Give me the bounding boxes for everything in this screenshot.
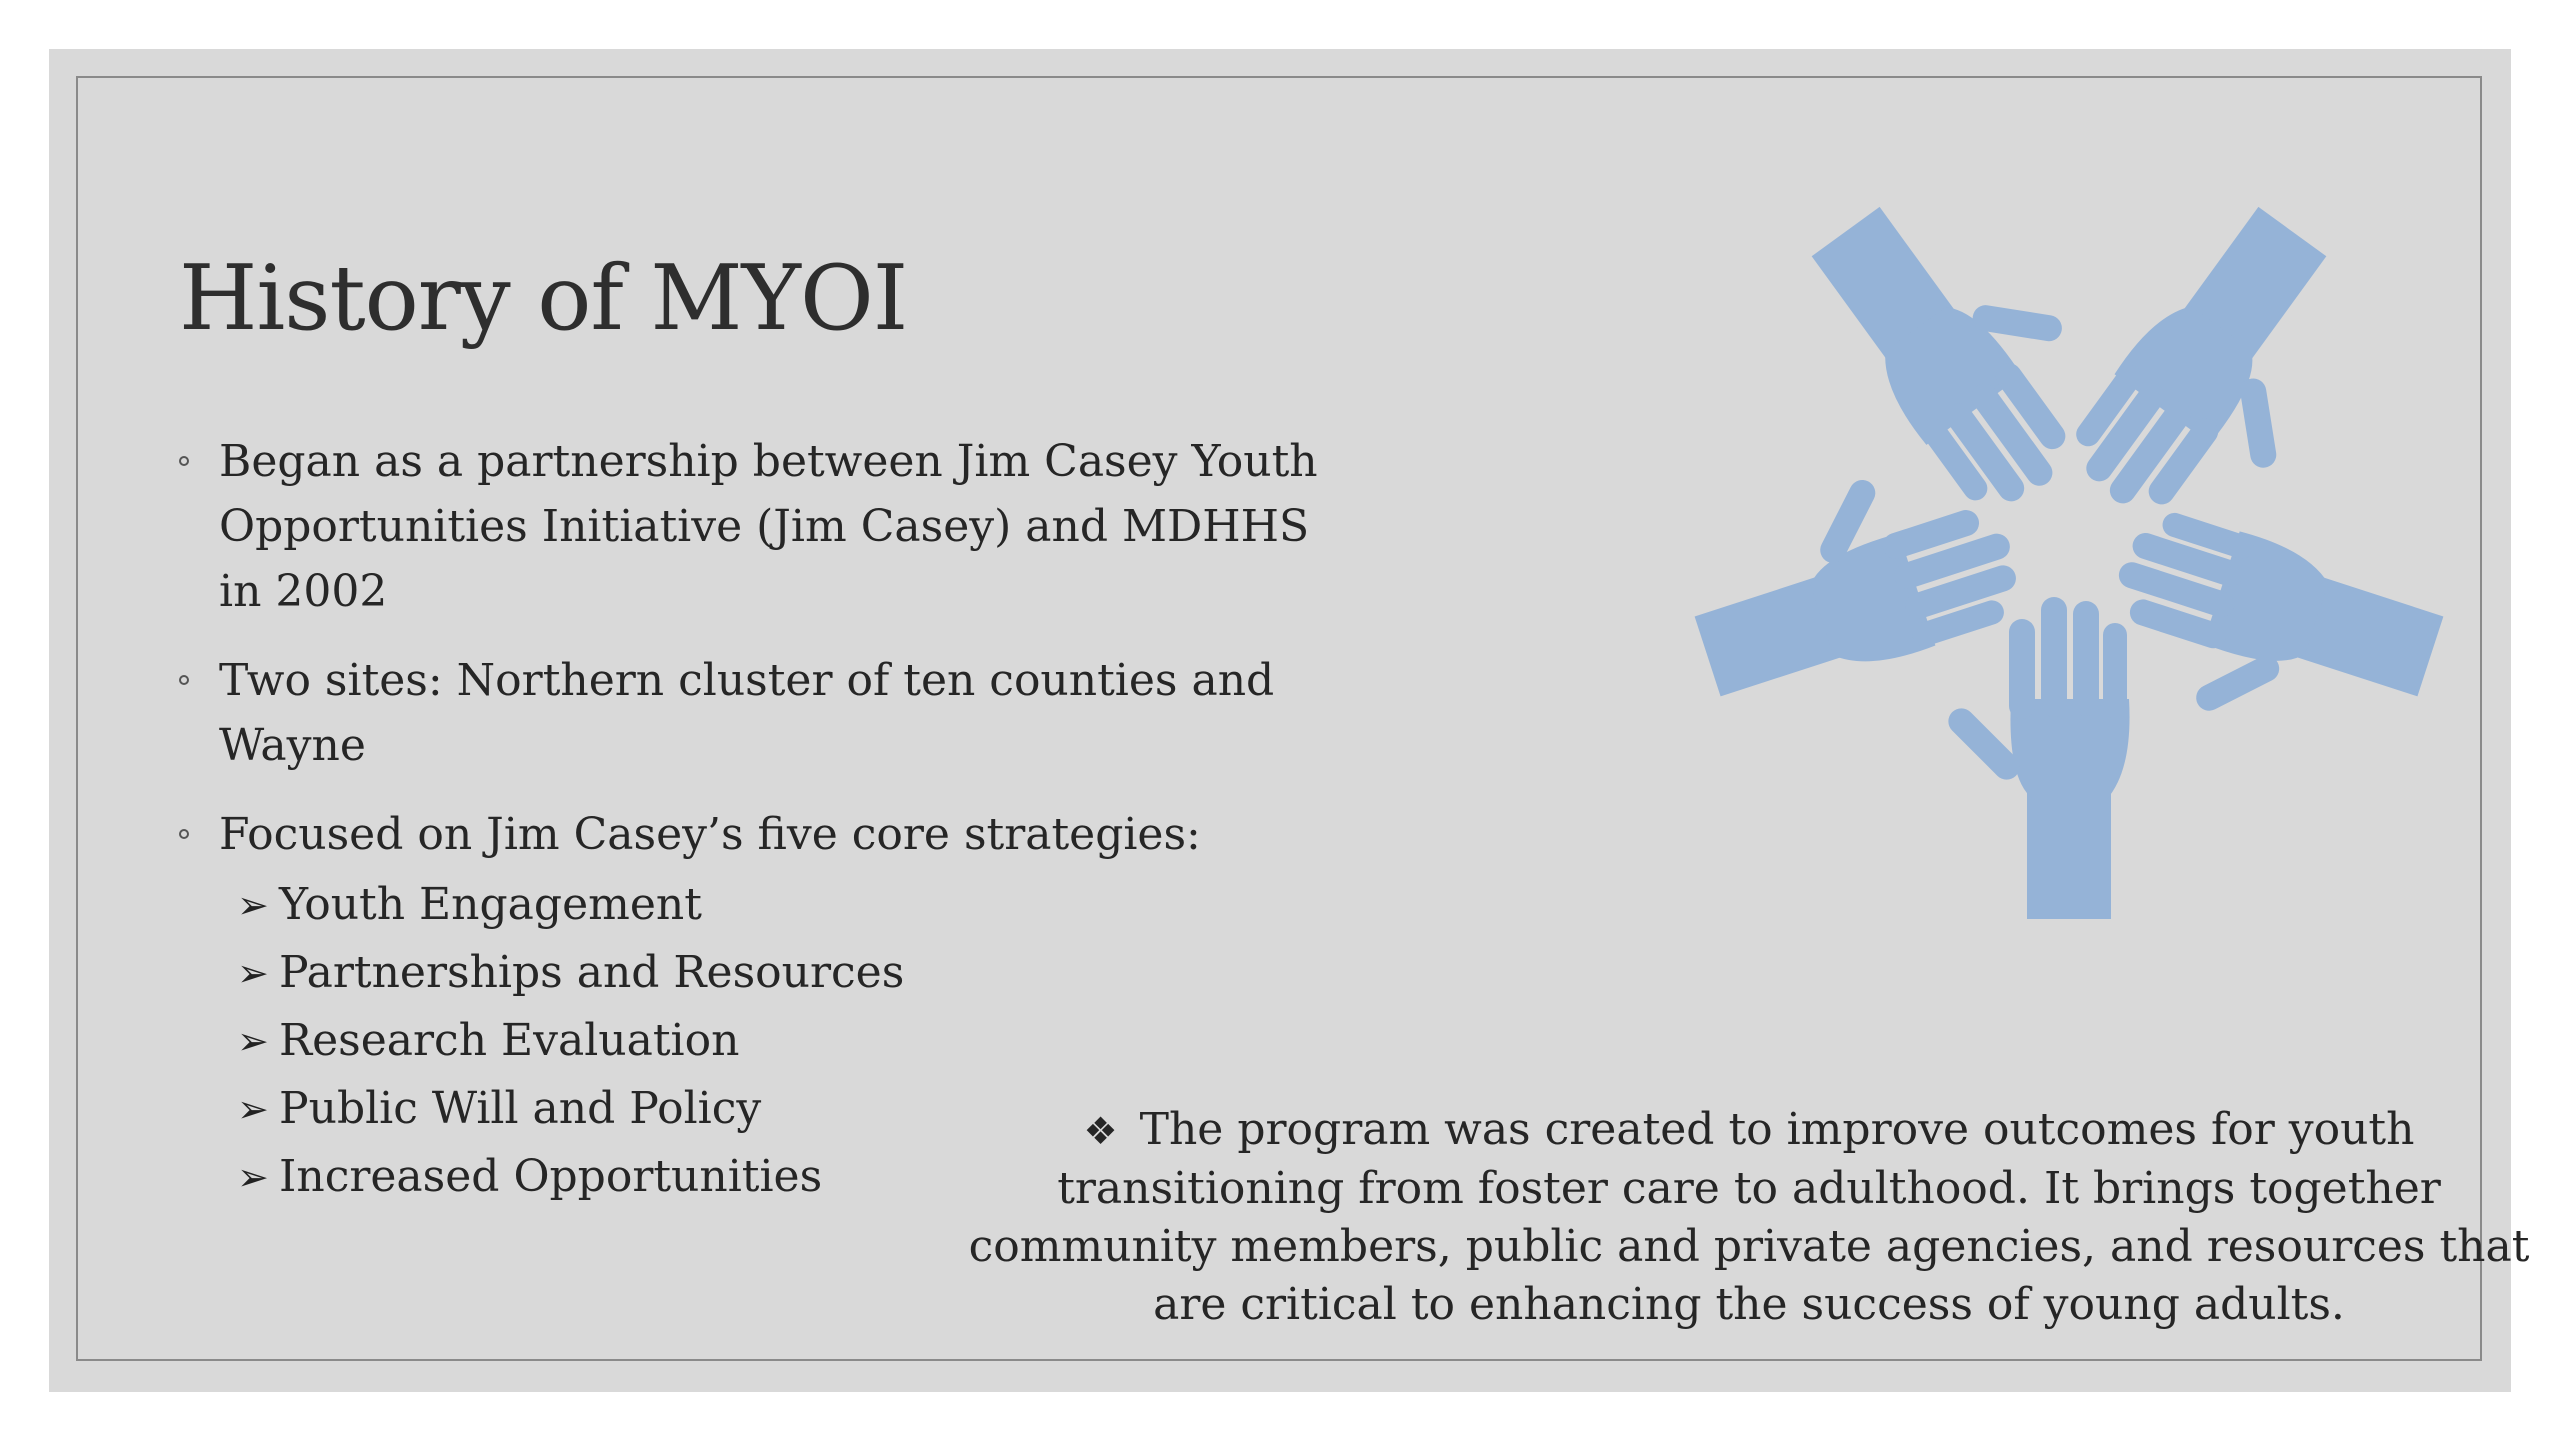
program-callout [949,1101,2549,1334]
bullet-text: Focused on Jim Casey’s five core strategies: [219,809,1201,860]
bullet-marker-icon [179,675,189,685]
strategy-text: Public Will and Policy [279,1083,762,1134]
arrow-bullet-icon: ➢ [237,951,269,995]
slide-title: History of MYOI [179,246,908,351]
arrow-bullet-icon: ➢ [237,1155,269,1199]
callout-text: The program was created to improve outcomes for youth transitioning from foster care to adulthood. It brings together community members, public and private agencies, and resources that are critical to enhancing the success of young adults. [968,1104,2530,1330]
hands-circle-icon [1669,159,2469,919]
arrow-bullet-icon: ➢ [237,883,269,927]
bullet-item [179,648,1349,778]
slide [49,49,2530,1392]
bullet-item [179,429,1349,624]
bullet-text: Began as a partnership between Jim Casey Youth Opportunities Initiative (Jim Casey) and MDHHS in 2002 [219,436,1318,617]
arrow-bullet-icon: ➢ [237,1087,269,1131]
strategy-text: Youth Engagement [279,879,702,930]
strategy-text: Partnerships and Resources [279,947,905,998]
diamond-bullet-icon: ❖ [1083,1109,1118,1153]
bullet-text: Two sites: Northern cluster of ten counties and Wayne [219,655,1275,771]
strategy-text: Increased Opportunities [279,1151,823,1202]
strategy-item [219,871,1349,939]
bullet-marker-icon [179,456,189,466]
strategy-item [219,1007,1349,1075]
arrow-bullet-icon: ➢ [237,1019,269,1063]
strategy-text: Research Evaluation [279,1015,740,1066]
bullet-marker-icon [179,829,189,839]
strategy-item [219,939,1349,1007]
